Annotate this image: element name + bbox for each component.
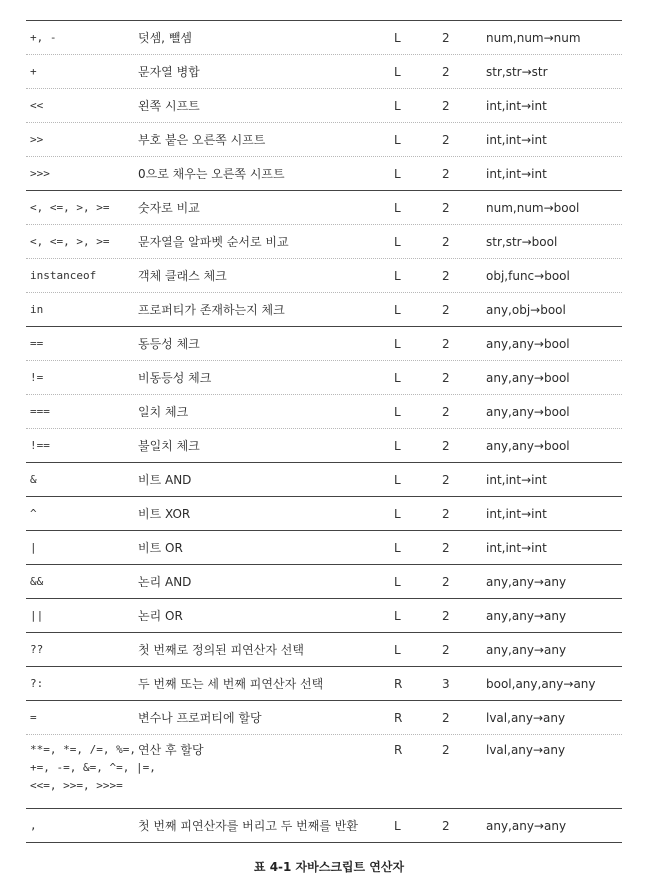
operand-count-cell: 2: [442, 133, 450, 147]
operator-table: [26, 20, 622, 843]
types-cell: str,str→bool: [486, 235, 558, 249]
types-cell: lval,any→any: [486, 711, 566, 725]
operator-cell: <, <=, >, >=: [30, 201, 110, 214]
table-row: [26, 293, 622, 327]
associativity-cell: L: [394, 643, 401, 657]
types-cell: bool,any,any→any: [486, 677, 596, 691]
operator-cell: ,: [30, 819, 37, 832]
operator-cell: <<: [30, 99, 44, 112]
types-cell: any,any→bool: [486, 439, 570, 453]
operator-cell: &: [30, 473, 37, 486]
associativity-cell: L: [394, 473, 401, 487]
types-cell: int,int→int: [486, 541, 547, 555]
associativity-cell: L: [394, 371, 401, 385]
operand-count-cell: 2: [442, 541, 450, 555]
operand-count-cell: 2: [442, 303, 450, 317]
types-cell: any,any→bool: [486, 337, 570, 351]
table-row: [26, 55, 622, 89]
operator-cell: in: [30, 303, 44, 316]
table-row: [26, 429, 622, 463]
types-cell: int,int→int: [486, 473, 547, 487]
description-cell: 논리 AND: [138, 575, 192, 589]
operator-cell: !==: [30, 439, 50, 452]
types-cell: any,any→any: [486, 575, 567, 589]
operator-cell: ==: [30, 337, 44, 350]
description-cell: 객체 클래스 체크: [138, 269, 227, 283]
description-cell: 덧셈, 뺄셈: [138, 31, 192, 45]
table-caption: 표 4-1 자바스크립트 연산자: [253, 860, 405, 874]
description-cell: 문자열 병합: [138, 65, 200, 79]
associativity-cell: R: [394, 743, 403, 757]
description-cell: 일치 체크: [138, 405, 189, 419]
operator-cell: ===: [30, 405, 50, 418]
operand-count-cell: 2: [442, 99, 450, 113]
description-cell: 0으로 채우는 오른쪽 시프트: [138, 167, 285, 181]
associativity-cell: L: [394, 303, 401, 317]
associativity-cell: L: [394, 541, 401, 555]
operator-cell: instanceof: [30, 269, 97, 282]
description-cell: 연산 후 할당: [138, 743, 204, 757]
operator-cell: ^: [30, 507, 37, 520]
operator-cell: ??: [30, 643, 44, 656]
types-cell: any,any→any: [486, 819, 567, 833]
operator-cell: >>>: [30, 167, 50, 180]
types-cell: int,int→int: [486, 133, 547, 147]
description-cell: 비동등성 체크: [138, 371, 212, 385]
table-row: [26, 463, 622, 497]
table-row: [26, 395, 622, 429]
operand-count-cell: 2: [442, 819, 450, 833]
description-cell: 두 번째 또는 세 번째 피연산자 선택: [138, 677, 324, 691]
associativity-cell: L: [394, 575, 401, 589]
types-cell: str,str→str: [486, 65, 548, 79]
types-cell: any,any→any: [486, 609, 567, 623]
types-cell: num,num→num: [486, 31, 581, 45]
associativity-cell: L: [394, 201, 401, 215]
description-cell: 문자열을 알파벳 순서로 비교: [138, 235, 289, 249]
associativity-cell: L: [394, 99, 401, 113]
types-cell: any,obj→bool: [486, 303, 566, 317]
table-row: [26, 361, 622, 395]
table-row: [26, 565, 622, 599]
associativity-cell: L: [394, 337, 401, 351]
table-row: [26, 157, 622, 191]
operator-cell: +, -: [30, 31, 57, 44]
types-cell: any,any→bool: [486, 405, 570, 419]
operand-count-cell: 2: [442, 167, 450, 181]
table-row: [26, 191, 622, 225]
types-cell: lval,any→any: [486, 743, 566, 757]
operand-count-cell: 2: [442, 439, 450, 453]
table-row: [26, 327, 622, 361]
operator-cell: ?:: [30, 677, 44, 690]
table-row: [26, 123, 622, 157]
description-cell: 비트 XOR: [138, 507, 191, 521]
operand-count-cell: 2: [442, 473, 450, 487]
associativity-cell: L: [394, 133, 401, 147]
table-row: [26, 531, 622, 565]
operator-cell: +: [30, 65, 37, 78]
operand-count-cell: 2: [442, 337, 450, 351]
types-cell: obj,func→bool: [486, 269, 570, 283]
operand-count-cell: 2: [442, 235, 450, 249]
operator-cell: <, <=, >, >=: [30, 235, 110, 248]
description-cell: 첫 번째로 정의된 피연산자 선택: [138, 643, 304, 657]
associativity-cell: L: [394, 31, 401, 45]
description-cell: 비트 OR: [138, 541, 183, 555]
operator-cell: =: [30, 711, 37, 724]
operand-count-cell: 2: [442, 643, 450, 657]
associativity-cell: L: [394, 609, 401, 623]
operand-count-cell: 2: [442, 269, 450, 283]
operand-count-cell: 2: [442, 31, 450, 45]
table-row: [26, 633, 622, 667]
table-row: [26, 497, 622, 531]
associativity-cell: R: [394, 711, 403, 725]
operator-cell: |: [30, 541, 37, 554]
operand-count-cell: 3: [442, 677, 450, 691]
types-cell: int,int→int: [486, 99, 547, 113]
types-cell: int,int→int: [486, 507, 547, 521]
table-row: [26, 735, 622, 809]
description-cell: 변수나 프로퍼티에 할당: [138, 711, 262, 725]
table-row: [26, 259, 622, 293]
associativity-cell: L: [394, 439, 401, 453]
operand-count-cell: 2: [442, 371, 450, 385]
table-row: [26, 225, 622, 259]
operand-count-cell: 2: [442, 711, 450, 725]
operand-count-cell: 2: [442, 405, 450, 419]
table-row: [26, 667, 622, 701]
associativity-cell: L: [394, 507, 401, 521]
table-row: [26, 809, 622, 843]
operand-count-cell: 2: [442, 575, 450, 589]
operator-cell: &&: [30, 575, 44, 588]
description-cell: 비트 AND: [138, 473, 192, 487]
description-cell: 첫 번째 피연산자를 버리고 두 번째를 반환: [138, 819, 358, 833]
table-row: [26, 89, 622, 123]
types-cell: any,any→bool: [486, 371, 570, 385]
associativity-cell: L: [394, 269, 401, 283]
description-cell: 숫자로 비교: [138, 201, 200, 215]
types-cell: int,int→int: [486, 167, 547, 181]
associativity-cell: L: [394, 405, 401, 419]
associativity-cell: R: [394, 677, 403, 691]
types-cell: any,any→any: [486, 643, 567, 657]
operand-count-cell: 2: [442, 201, 450, 215]
description-cell: 부호 붙은 오른쪽 시프트: [138, 133, 266, 147]
associativity-cell: L: [394, 235, 401, 249]
description-cell: 불일치 체크: [138, 439, 200, 453]
description-cell: 논리 OR: [138, 609, 183, 623]
operator-cell: ||: [30, 609, 44, 622]
operand-count-cell: 2: [442, 65, 450, 79]
description-cell: 동등성 체크: [138, 337, 200, 351]
operand-count-cell: 2: [442, 609, 450, 623]
table-row: [26, 701, 622, 735]
associativity-cell: L: [394, 167, 401, 181]
associativity-cell: L: [394, 65, 401, 79]
description-cell: 프로퍼티가 존재하는지 체크: [138, 303, 285, 317]
operator-cell: **=, *=, /=, %=, +=, -=, &=, ^=, |=, <<=, >>=, >>>=: [30, 743, 156, 792]
operator-cell: >>: [30, 133, 44, 146]
operand-count-cell: 2: [442, 743, 450, 757]
table-row: [26, 599, 622, 633]
associativity-cell: L: [394, 819, 401, 833]
types-cell: num,num→bool: [486, 201, 580, 215]
description-cell: 왼쪽 시프트: [138, 99, 200, 113]
operand-count-cell: 2: [442, 507, 450, 521]
table-row: [26, 21, 622, 55]
operator-cell: !=: [30, 371, 44, 384]
